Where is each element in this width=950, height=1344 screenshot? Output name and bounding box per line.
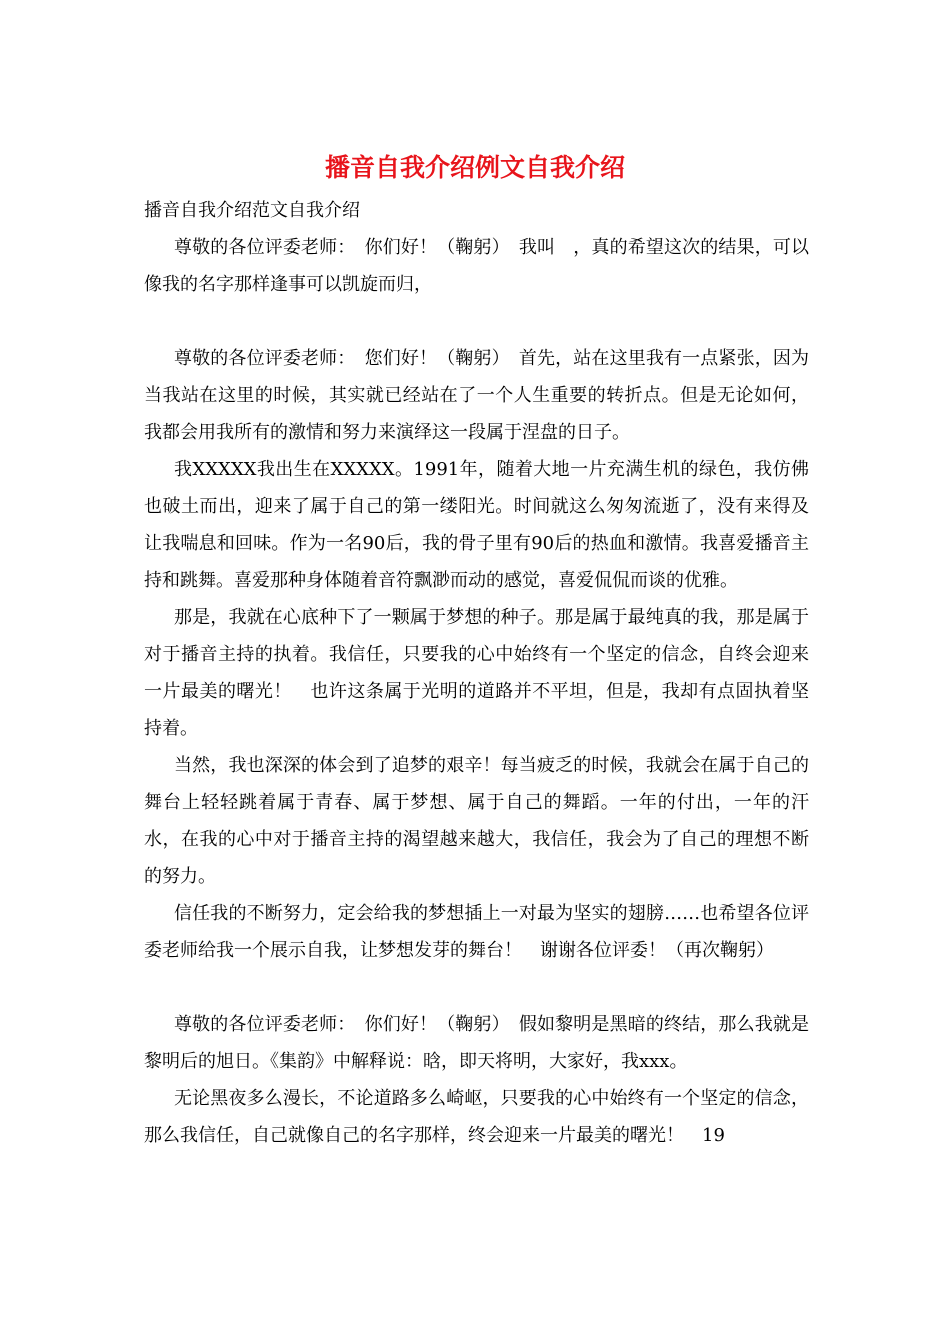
document-subtitle: 播音自我介绍范文自我介绍 — [144, 200, 360, 221]
paragraph-4: 那是，我就在心底种下了一颗属于梦想的种子。那是属于最纯真的我，那是属于对于播音主持的执着。我信任，只要我的心中始终有一个坚定的信念，自终会迎来一片最美的曙光！ 也许这条属于光明的道路并不平坦，但是，我却有点固执着坚持着。 — [144, 607, 809, 739]
paragraph-2: 尊敬的各位评委老师： 您们好！（鞠躬） 首先，站在这里我有一点紧张，因为当我站在这里的时候，其实就已经站在了一个人生重要的转折点。但是无论如何，我都会用我所有的激情和努力来演绎这一段属于涅盘的日子。 — [144, 348, 809, 443]
paragraph-3: 我XXXXX我出生在XXXXX。1991年，随着大地一片充满生机的绿色，我仿佛也破土而出，迎来了属于自己的第一缕阳光。时间就这么匆匆流逝了，没有来得及让我喘息和回味。作为一名90后，我的骨子里有90后的热血和激情。我喜爱播音主持和跳舞。喜爱那种身体随着音符飘渺而动的感觉，喜爱侃侃而谈的优雅。 — [144, 459, 809, 591]
paragraph-6: 信任我的不断努力，定会给我的梦想插上一对最为坚实的翅膀……也希望各位评委老师给我一个展示自我，让梦想发芽的舞台！ 谢谢各位评委！（再次鞠躬） — [144, 903, 809, 961]
document-body — [144, 192, 809, 1154]
blank-line — [144, 303, 809, 340]
document-title: 播音自我介绍例文自我介绍 — [324, 153, 625, 182]
paragraph-8: 无论黑夜多么漫长，不论道路多么崎岖，只要我的心中始终有一个坚定的信念，那么我信任，自己就像自己的名字那样，终会迎来一片最美的曙光！ 19 — [144, 1088, 809, 1146]
paragraph-5: 当然，我也深深的体会到了追梦的艰辛！每当疲乏的时候，我就会在属于自己的舞台上轻轻跳着属于青春、属于梦想、属于自己的舞蹈。一年的付出，一年的汗水，在我的心中对于播音主持的渴望越来越大，我信任，我会为了自己的理想不断的努力。 — [144, 755, 809, 887]
blank-line — [144, 969, 809, 1006]
paragraph-1: 尊敬的各位评委老师： 你们好！（鞠躬） 我叫 ，真的希望这次的结果，可以像我的名字那样逢事可以凯旋而归， — [144, 237, 809, 295]
paragraph-7: 尊敬的各位评委老师： 你们好！（鞠躬） 假如黎明是黑暗的终结，那么我就是黎明后的旭日。《集韵》中解释说：晗，即天将明，大家好，我xxx。 — [144, 1014, 809, 1072]
